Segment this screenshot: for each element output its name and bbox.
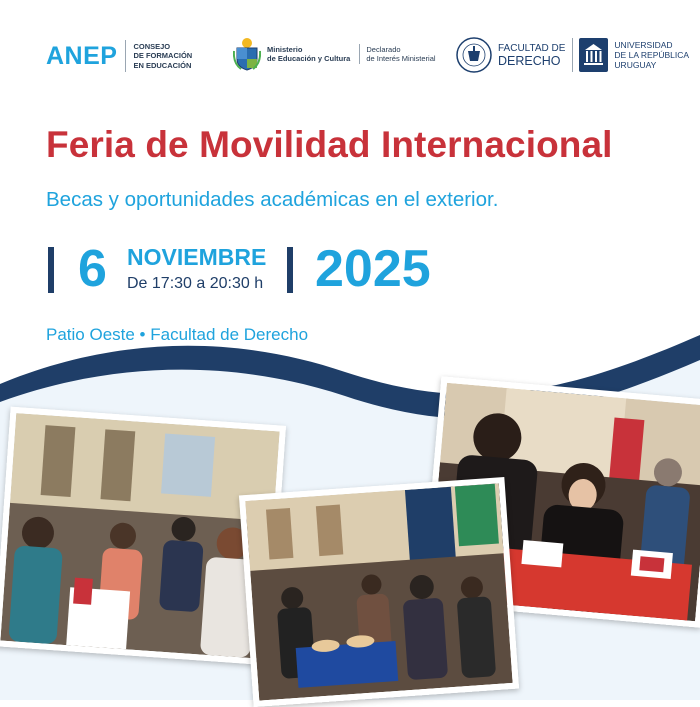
divider	[125, 40, 126, 72]
photo-center	[239, 477, 519, 707]
event-hours: De 17:30 a 20:30 h	[127, 275, 264, 292]
mec-name: Ministerio de Educación y Cultura	[267, 44, 351, 63]
event-subtitle: Becas y oportunidades académicas en el exterior.	[46, 188, 499, 211]
declared-interest: Declarado de Interés Ministerial	[366, 44, 436, 63]
anep-subtitle: CONSEJO DE FORMACIÓN EN EDUCACIÓN	[133, 41, 193, 70]
date-bar-right	[287, 247, 293, 293]
udelar-badge-icon	[579, 38, 608, 72]
event-month: NOVIEMBRE	[127, 244, 267, 270]
anep-wordmark: ANEP	[46, 41, 118, 70]
facultad-seal-icon	[456, 37, 492, 73]
divider	[359, 44, 360, 64]
universidad-name: UNIVERSIDAD DE LA REPÚBLICA URUGUAY	[614, 40, 690, 70]
event-title: Feria de Movilidad Internacional	[46, 124, 613, 165]
mec-logo	[233, 37, 436, 71]
event-year: 2025	[315, 240, 431, 298]
event-day: 6	[78, 240, 107, 298]
divider	[572, 38, 573, 72]
facultad-derecho-logo	[456, 37, 689, 73]
coat-of-arms-icon	[233, 37, 261, 71]
facultad-name: FACULTAD DE DERECHO	[498, 43, 566, 68]
anep-logo	[46, 40, 192, 72]
event-location: Patio Oeste • Facultad de Derecho	[46, 325, 309, 344]
date-bar-left	[48, 247, 54, 293]
